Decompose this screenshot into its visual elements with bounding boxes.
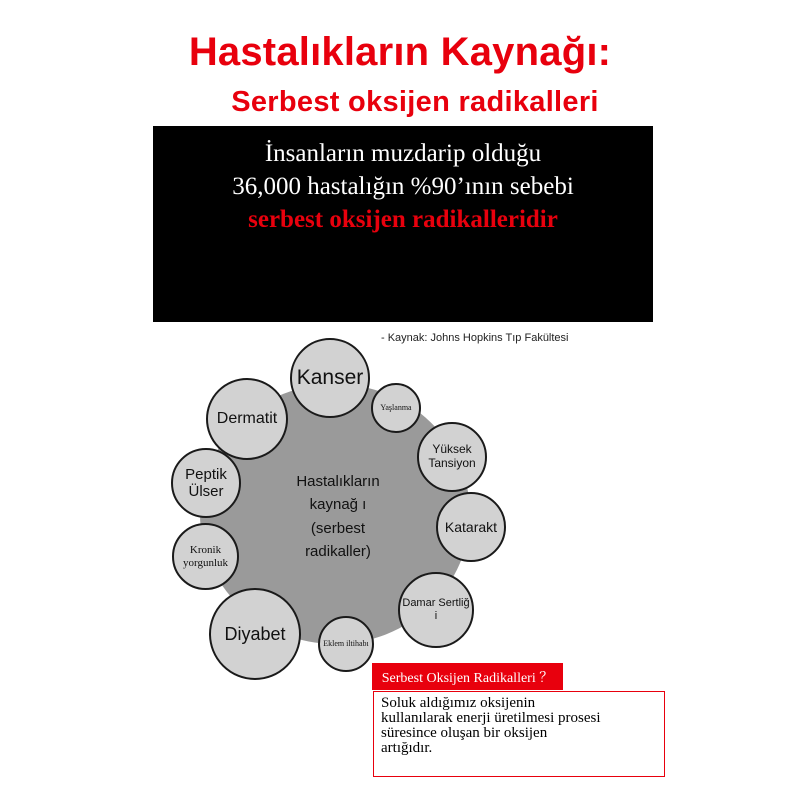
info-line: kullanılarak enerji üretilmesi prosesi xyxy=(381,710,601,726)
disease-label: Katarakt xyxy=(444,518,498,535)
info-label: Serbest Oksijen Radikalleri ？ xyxy=(372,663,563,690)
center-label xyxy=(268,470,408,563)
page-title: Hastalıkların Kaynağı: xyxy=(188,30,612,74)
disease-label: Yüksek Tansiyon xyxy=(428,442,476,470)
disease-circle-kronik-yorgunluk xyxy=(172,523,239,590)
disease-circle-peptik-ulser xyxy=(171,448,241,518)
center-label-line: radikaller) xyxy=(305,542,371,560)
disease-label: Dermatit xyxy=(216,409,278,427)
info-line: süresince oluşan bir oksijen xyxy=(381,725,548,741)
info-box xyxy=(373,691,665,777)
disease-circle-yuksek-tansiyon xyxy=(417,422,487,492)
info-line: artığıdır. xyxy=(381,740,433,756)
disease-label: Diyabet xyxy=(224,623,286,644)
source-citation: - Kaynak: Johns Hopkins Tıp Fakültesi xyxy=(381,332,569,344)
disease-label: Kanser xyxy=(296,365,364,389)
center-label-line: Hastalıkların xyxy=(296,473,380,490)
disease-label: Kronik yorgunluk xyxy=(182,543,229,569)
disease-circle-dermatit xyxy=(206,378,288,460)
disease-circle-eklem-iltihabi xyxy=(318,616,374,672)
page-subtitle: Serbest oksijen radikalleri xyxy=(231,86,599,118)
quote-box xyxy=(153,126,653,322)
disease-circle-diyabet xyxy=(209,588,301,680)
disease-label: Eklem iltihabı xyxy=(323,639,369,649)
quote-highlight: serbest oksijen radikalleridir xyxy=(248,206,558,233)
center-label-line: kaynağ ı xyxy=(309,496,367,514)
disease-label: Damar Sertliğ i xyxy=(402,597,470,622)
disease-circle-katarakt xyxy=(436,492,506,562)
disease-label: Peptik Ülser xyxy=(185,465,227,500)
disease-circle-damar-sertligi xyxy=(398,572,474,648)
quote-line-2: 36,000 hastalığın %90’ının sebebi xyxy=(232,173,574,200)
disease-circle-yaslanma xyxy=(371,383,421,433)
quote-line-1: İnsanların muzdarip olduğu xyxy=(264,140,542,167)
disease-circle-kanser xyxy=(290,338,370,418)
info-line: Soluk aldığımız oksijenin xyxy=(381,695,536,711)
disease-label: Yaşlanma xyxy=(380,403,412,413)
info-text xyxy=(381,696,657,756)
center-label-line: (serbest xyxy=(310,519,366,537)
